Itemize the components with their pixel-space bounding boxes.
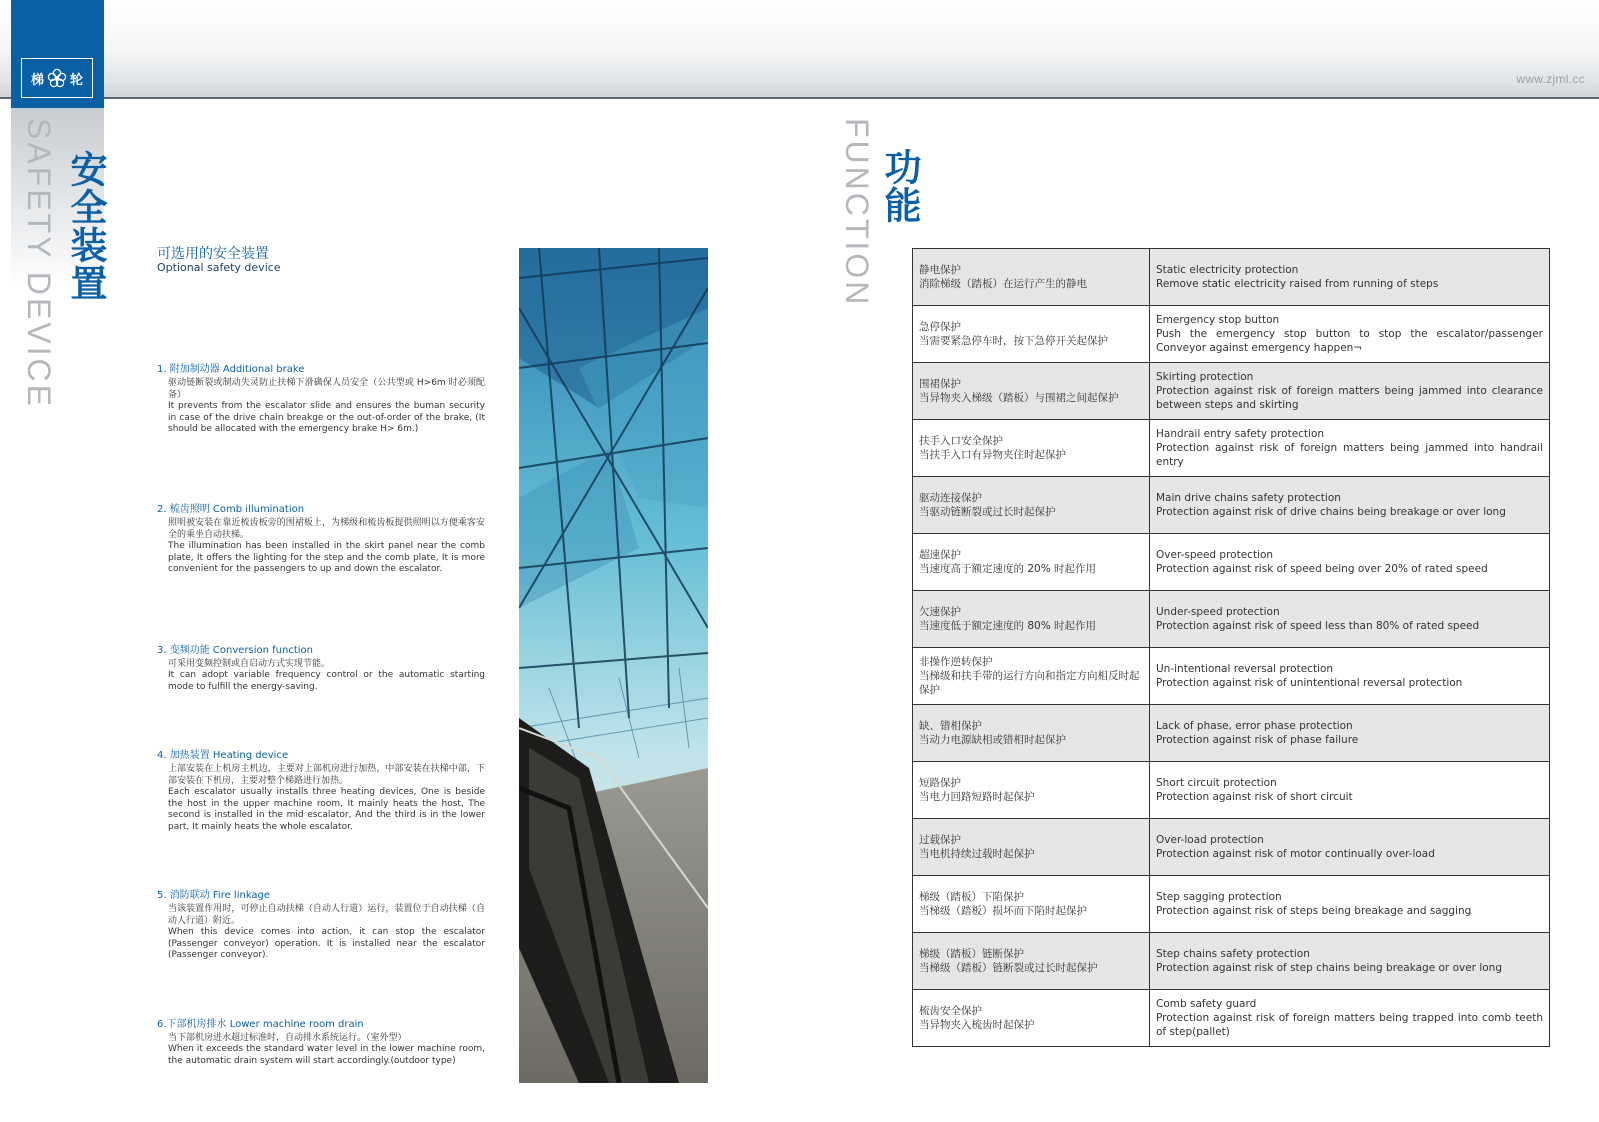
function-en-title: Step sagging protection: [1156, 891, 1282, 903]
device-heading: 5. 消防联动 Fire linkage: [157, 890, 271, 901]
function-en-title: Under-speed protection: [1156, 606, 1280, 618]
section-title-cn-safety: 安全装置: [64, 150, 107, 302]
function-row: [913, 306, 1550, 363]
device-heading: 2. 梳齿照明 Comb illumination: [157, 504, 305, 515]
function-cn-cell: [913, 705, 1150, 762]
function-row: [913, 591, 1550, 648]
function-en-title: Comb safety guard: [1156, 998, 1257, 1010]
function-en-cell: [1150, 534, 1550, 591]
function-en-title: Lack of phase, error phase protection: [1156, 720, 1353, 732]
function-en-title: Short circuit protection: [1156, 777, 1277, 789]
function-en-cell: [1150, 363, 1550, 420]
function-en-title: Emergency stop button: [1156, 314, 1280, 326]
function-cn-title: 梯级（踏板）下陷保护: [919, 891, 1024, 903]
escalator-glass-roof-image: [519, 248, 708, 1083]
device-desc-cn: 照明被安装在靠近梳齿板旁的围裙板上，为梯级和梳齿板提供照明以方便乘客安全的乘坐自动扶梯。: [168, 518, 485, 540]
device-desc-en: When it exceeds the standard water level in the lower machine room, the automatic drain system will start accordingly.(outdoor type): [168, 1044, 485, 1066]
function-en-cell: [1150, 876, 1550, 933]
function-row: [913, 477, 1550, 534]
function-en-desc: Protection against risk of foreign matters being jammed into handrail entry: [1156, 442, 1543, 468]
function-cn-desc: 当梯级和扶手带的运行方向和指定方向相反时起保护: [919, 670, 1140, 696]
device-item: [157, 500, 485, 576]
function-en-desc: Protection against risk of short circuit: [1156, 791, 1353, 803]
function-en-cell: [1150, 477, 1550, 534]
function-row: [913, 420, 1550, 477]
device-desc-cn: 驱动链断裂或制动失灵防止扶梯下滑确保人员安全（公共型或 H>6m 时必须配备）: [168, 378, 485, 400]
function-cn-title: 梯级（踏板）链断保护: [919, 948, 1024, 960]
function-en-cell: [1150, 990, 1550, 1047]
function-cn-cell: [913, 648, 1150, 705]
section-title-cn-function: 功能: [878, 148, 921, 224]
function-row: [913, 648, 1550, 705]
function-en-cell: [1150, 762, 1550, 819]
function-en-desc: Protection against risk of speed being over 20% of rated speed: [1156, 563, 1488, 575]
function-cn-title: 短路保护: [919, 777, 961, 789]
function-row: [913, 990, 1550, 1047]
function-en-cell: [1150, 306, 1550, 363]
function-cn-cell: [913, 876, 1150, 933]
function-en-title: Skirting protection: [1156, 371, 1254, 383]
function-cn-cell: [913, 591, 1150, 648]
function-en-desc: Protection against risk of speed less than 80% of rated speed: [1156, 620, 1480, 632]
device-desc-en: The illumination has been installed in the skirt panel near the comb plate, It offers the lighting for the step and the comb plate, It is more convenient for the passengers to up and down the escalator.: [168, 541, 485, 574]
optional-title-cn: 可选用的安全装置: [157, 246, 269, 262]
registered-mark: ®: [95, 56, 102, 64]
optional-title-en: Optional safety device: [157, 261, 281, 274]
function-cn-desc: 当异物夹入梯级（踏板）与围裙之间起保护: [919, 392, 1119, 404]
function-row: [913, 933, 1550, 990]
function-cn-title: 过载保护: [919, 834, 961, 846]
function-cn-desc: 当梯级（踏板）链断裂或过长时起保护: [919, 962, 1098, 974]
function-row: [913, 876, 1550, 933]
function-cn-title: 急停保护: [919, 321, 961, 333]
function-cn-desc: 当驱动链断裂或过长时起保护: [919, 506, 1056, 518]
device-desc-en: It prevents from the escalator slide and ensures the buman security in case of the drive chain breakge or the out-of-order of the brake, (It should be allocated with the emergency brake H> 6m.): [168, 401, 485, 434]
device-desc-en: It can adopt variable frequency control or the automatic starting mode to fulfill the energy-saving.: [168, 670, 485, 692]
function-cn-title: 驱动连接保护: [919, 492, 982, 504]
function-en-cell: [1150, 420, 1550, 477]
device-desc-en: Each escalator usually installs three heating devices, One is beside the host in the upper machine room, It mainly heats the host, The second is installed in the mid escalator, And the third is in the lower part, It mainly heats the whole escalator.: [168, 787, 485, 832]
function-en-title: Handrail entry safety protection: [1156, 428, 1325, 440]
function-cn-desc: 当电机持续过载时起保护: [919, 848, 1035, 860]
section-title-en-function: FUNCTION: [839, 118, 875, 308]
function-en-cell: [1150, 249, 1550, 306]
function-en-title: Step chains safety protection: [1156, 948, 1310, 960]
function-en-cell: [1150, 591, 1550, 648]
device-desc-cn: 当该装置作用时，可停止自动扶梯（自动人行道）运行，装置位于自动扶梯（自动人行道）附近。: [168, 904, 485, 926]
function-cn-desc: 消除梯级（踏板）在运行产生的静电: [919, 278, 1087, 290]
function-cn-title: 梳齿安全保护: [919, 1005, 982, 1017]
function-en-title: Main drive chains safety protection: [1156, 492, 1341, 504]
function-cn-title: 超速保护: [919, 549, 961, 561]
function-en-title: Over-speed protection: [1156, 549, 1274, 561]
function-row: [913, 363, 1550, 420]
function-en-cell: [1150, 705, 1550, 762]
function-row: [913, 819, 1550, 876]
function-en-cell: [1150, 648, 1550, 705]
function-en-desc: Push the emergency stop button to stop the escalator/passenger Conveyor against emergency happen¬: [1156, 328, 1543, 354]
device-desc-cn: 上部安装在上机房主机边，主要对上部机房进行加热，中部安装在扶梯中部，下部安装在下机房，主要对整个梯路进行加热。: [168, 764, 485, 786]
function-row: [913, 249, 1550, 306]
function-cn-cell: [913, 534, 1150, 591]
function-en-cell: [1150, 933, 1550, 990]
device-desc-en: When this device comes into action, it can stop the escalator (Passenger conveyor) operation. It is installed near the escalator (Passenger conveyor).: [168, 927, 485, 960]
function-cn-cell: [913, 420, 1150, 477]
function-cn-desc: 当速度高于额定速度的 20% 时起作用: [919, 563, 1097, 575]
function-cn-title: 静电保护: [919, 264, 961, 276]
function-en-title: Static electricity protection: [1156, 264, 1299, 276]
function-cn-cell: [913, 819, 1150, 876]
function-en-desc: Remove static electricity raised from running of steps: [1156, 278, 1439, 290]
header-band: [0, 0, 1599, 99]
device-desc-cn: 当下部机房进水超过标准时，自动排水系统运行。（室外型）: [168, 1033, 407, 1043]
function-en-title: Over-load protection: [1156, 834, 1264, 846]
function-en-desc: Protection against risk of motor continually over-load: [1156, 848, 1435, 860]
function-en-desc: Protection against risk of steps being breakage and sagging: [1156, 905, 1472, 917]
function-cn-title: 非操作逆转保护: [919, 656, 993, 668]
device-desc-cn: 可采用变频控制或自启动方式实现节能。: [168, 659, 331, 669]
device-item: [157, 886, 485, 962]
function-en-desc: Protection against risk of phase failure: [1156, 734, 1359, 746]
function-en-desc: Protection against risk of step chains being breakage or over long: [1156, 962, 1502, 974]
function-cn-cell: [913, 990, 1150, 1047]
function-cn-desc: 当异物夹入梳齿时起保护: [919, 1019, 1035, 1031]
function-cn-cell: [913, 249, 1150, 306]
section-title-en-safety: SAFETY DEVICE: [21, 118, 57, 409]
header-divider: [0, 97, 1599, 99]
device-heading: 1. 附加制动器 Additional brake: [157, 364, 305, 375]
function-en-desc: Protection against risk of drive chains being breakage or over long: [1156, 506, 1506, 518]
function-cn-cell: [913, 363, 1150, 420]
function-cn-title: 缺、错相保护: [919, 720, 982, 732]
function-cn-desc: 当需要紧急停车时，按下急停开关起保护: [919, 335, 1108, 347]
escalator-photo: [519, 248, 708, 1083]
function-row: [913, 534, 1550, 591]
brand-logo: [21, 58, 93, 98]
function-en-cell: [1150, 819, 1550, 876]
function-cn-desc: 当速度低于额定速度的 80% 时起作用: [919, 620, 1097, 632]
device-item: [157, 1015, 485, 1067]
function-cn-title: 扶手入口安全保护: [919, 435, 1003, 447]
device-item: [157, 641, 485, 693]
function-cn-desc: 当梯级（踏板）损坏而下陷时起保护: [919, 905, 1087, 917]
function-en-desc: Protection against risk of foreign matters being jammed into clearance between steps and skirting: [1156, 385, 1543, 411]
function-en-desc: Protection against risk of unintentional reversal protection: [1156, 677, 1463, 689]
site-url[interactable]: www.zjml.cc: [1516, 72, 1585, 86]
device-item: [157, 360, 485, 436]
device-heading: 6.下部机房排水 Lower machine room drain: [157, 1019, 364, 1030]
function-en-desc: Protection against risk of foreign matters being trapped into comb teeth of step(pallet): [1156, 1012, 1543, 1038]
logo-text-left: 梯: [30, 72, 44, 88]
flower-logo-icon: [47, 68, 67, 88]
function-en-title: Un-intentional reversal protection: [1156, 663, 1334, 675]
function-cn-desc: 当电力回路短路时起保护: [919, 791, 1035, 803]
device-heading: 3. 变频功能 Conversion function: [157, 645, 313, 656]
function-cn-desc: 当扶手入口有异物夹住时起保护: [919, 449, 1066, 461]
function-cn-cell: [913, 762, 1150, 819]
device-heading: 4. 加热装置 Heating device: [157, 750, 289, 761]
function-cn-cell: [913, 933, 1150, 990]
function-cn-desc: 当动力电源缺相或错相时起保护: [919, 734, 1066, 746]
device-item: [157, 746, 485, 833]
function-cn-title: 围裙保护: [919, 378, 961, 390]
function-cn-title: 欠速保护: [919, 606, 961, 618]
function-table: [912, 248, 1550, 1047]
function-row: [913, 762, 1550, 819]
function-row: [913, 705, 1550, 762]
function-cn-cell: [913, 306, 1150, 363]
logo-text-right: 轮: [70, 72, 84, 88]
function-cn-cell: [913, 477, 1150, 534]
